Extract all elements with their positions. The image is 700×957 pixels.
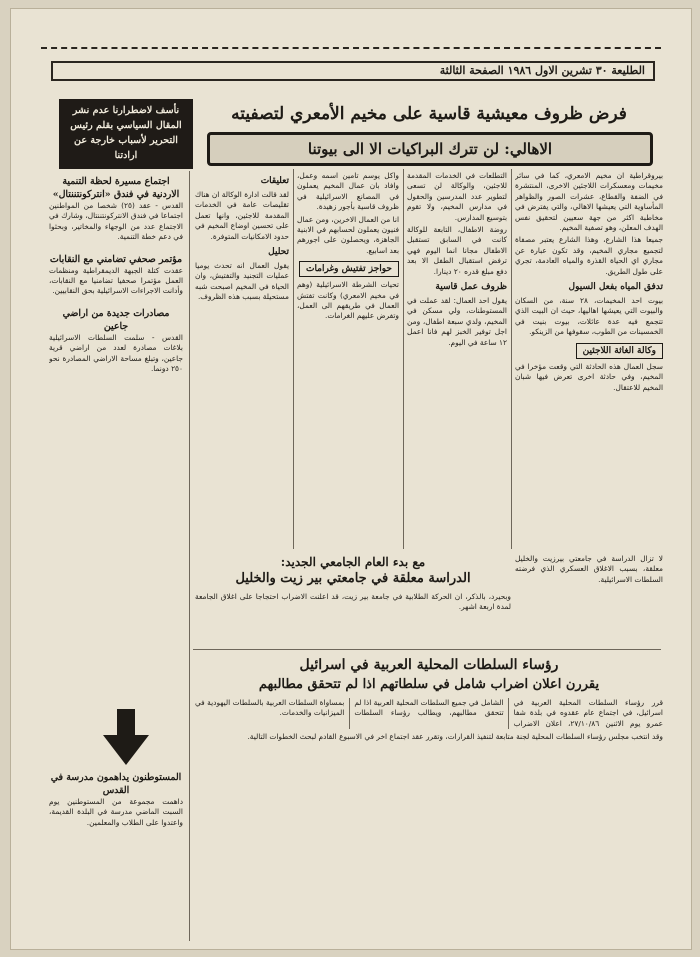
lead-article-col-3 — [297, 171, 399, 543]
lead-paragraph: يقول العمال انه تحدث يوميا عمليات التجنيد والتفتيش، وان الحياة في المخيم اصبحت شبه مستحيلة بسبب هذه الظروف. — [195, 261, 289, 302]
municipal-headline-2: يقررن اعلان اضراب شامل في سلطاتهم اذا لم تتحقق مطالبهم — [258, 677, 600, 692]
lead-subhead: ظروف عمل قاسية — [435, 282, 507, 293]
section-rule — [193, 649, 661, 650]
lead-article-col-2 — [407, 171, 507, 543]
left-item-headline: مؤتمر صحفي تضامني مع النقابات — [49, 253, 183, 265]
newspaper-page — [10, 8, 692, 950]
editor-notice-box: نأسف لاضطرارنا عدم نشر المقال السياسي بقلم رئيس التحرير لأسباب خارجة عن ارادتنا — [59, 99, 193, 169]
lead-paragraph: التطلعات في الخدمات المقدمة للاجئين، والوكالة لن تسعى لتطوير عدد المدرسين والحقول في مدارس المخيم، ولا تقوم بتوسيع المدارس. — [407, 171, 507, 222]
lead-paragraph: تحيات الشرطة الاسرائيلية (وهم في مخيم الامعري) وكانت تفتش العمال في طريقهم الى العمل، وتفرض عليهم الغرامات. — [297, 280, 399, 321]
left-item-headline: مصادرات جديدة من اراضي جاعين — [62, 307, 170, 332]
folio-bar: الطليعة ٣٠ تشرين الاول ١٩٨٦ الصفحة الثالثة — [51, 61, 655, 81]
left-item-text: القدس - سلمت السلطات الاسرائيلية بلاغات مصادرة لعدد من اراضي قرية جاعين، وتبلغ مساحة الاراضي المصادرة نحو ٢٥٠ دونما. — [49, 332, 183, 374]
settlers-story — [49, 771, 183, 941]
boxed-headline: الاهالي: لن تترك البراكيات الا الى بيوتنا — [207, 132, 653, 166]
top-dotted-rule — [41, 47, 661, 49]
lead-paragraph: سجل العمال هذه الحادثة التي وقعت مؤخرا في المخيم، وفي حادثة اخرى تعرض فيها شبان المخيم للاعتقال. — [515, 361, 663, 392]
left-item-text: القدس - عقد (٢٥) شخصا من المواطنين اجتماعا في فندق الانتركونتننتال، وشارك في الاجتماع عدد من الوجهاء والمخاتير، وبحثوا في دعم خطة التنمية. — [49, 201, 183, 242]
lead-paragraph: يقول احد العمال: لقد عملت في المستوطنات، ولي مسكن في المخيم، ولدي سبعة اطفال، ومن اجل توفير الخبز لهم فانا اعمل ١٢ ساعة في اليوم. — [407, 296, 507, 347]
lead-paragraph: بيروقراطية ان مخيم الامعري، كما في سائر مخيمات ومعسكرات اللاجئين الاخرى، المنتشرة في الضفة والقطاع، عشرات الصور والظواهر المأساوية التي يعيشها الاهالي، والتي يفترض في مخاطبة اكثر من جهة سعيين لتحقيق نفس الهدف المعلن، وهو تصفية المخيم. — [515, 171, 663, 233]
university-headline-2: الدراسة معلقة في جامعتي بير زيت والخليل — [235, 571, 471, 586]
left-column — [49, 175, 183, 705]
column-rule — [293, 169, 294, 549]
main-headline: فرض ظروف معيشية قاسية على مخيم الأمعري لتصفيته — [231, 104, 627, 124]
lead-paragraph: واكل يوسم تامين اسمه وعمل، وافاد بان عمال المخيم يعملون في المصانع الاسرائيلية في ظروف قاسية بأجور زهيدة. — [297, 171, 399, 212]
lead-subhead: تحليل — [268, 247, 289, 258]
down-arrow-icon — [103, 709, 149, 765]
settlers-text: داهمت مجموعة من المستوطنين يوم السبت الماضي مدرسة في البلدة القديمة، واعتدوا على الطلاب والمعلمين. — [49, 797, 183, 827]
university-text: وبحيرد، بالذكر، ان الحركة الطلابية في جامعة بير زيت، قد اعلنت الاضراب احتجاجا على اغلاق الجامعة لمدة اربعة اشهر. — [195, 592, 511, 612]
column-rule — [189, 171, 190, 941]
left-item-headline: اجتماع مسيرة لحظة التنمية الاردنية في فندق «انتركونتننتال» — [52, 176, 180, 200]
municipal-headline-1: رؤساء السلطات المحلية العربية في اسرائيل — [299, 657, 559, 673]
university-story-col — [515, 554, 663, 644]
lead-paragraph: لقد قالت ادارة الوكالة ان هناك تقليصات عامة في الخدمات المقدمة للاجئين، وانها تعمل على تحسين اوضاع المخيم في حدود الامكانيات المتوفرة. — [195, 190, 289, 241]
lead-subhead: تعليقات — [260, 176, 289, 186]
lead-subhead: تدفق المياه بفعل السيول — [568, 282, 663, 293]
left-item-text: عقدت كتلة الجبهة الديمقراطية ومنظمات العمل مؤتمرا صحفيا تضامنيا مع النقابات، وأدانت الاجراءات الاسرائيلية بحق النقابيين. — [49, 265, 183, 296]
lead-paragraph: انا من العمال الاخرين، ومن عمال فنيون يعملون لحسابهم في الابنية الجاهزة، ويحصلون على اجورهم بعد اسابيع. — [297, 214, 399, 255]
lead-article-col-4 — [195, 171, 289, 543]
column-rule — [403, 169, 404, 549]
university-headline-1: مع بدء العام الجامعي الجديد: — [280, 555, 426, 569]
lead-paragraph: بيوت احد المخيمات، ٢٨ سنة، من السكان والبيوت التي يعيشها اهاليها، حيث ان البيت الذي تتجمع فيه عدة عائلات، بيوت بنيت في الخمسينات من الطوب، سقوفها من الزينكو. — [515, 296, 663, 337]
settlers-headline: المستوطنون يداهمون مدرسة في القدس — [50, 772, 182, 796]
lead-paragraph: جميعا هذا الشارع، وهذا الشارع يعتبر مصفاة لتجميع مجاري المخيم، وقد تكون عبارة عن مجاري اي الحياة القذرة والمياه العادمة، تجري على طول الطريق. — [515, 235, 663, 276]
lead-paragraph: روضة الاطفال، التابعة للوكالة كانت في السابق تستقبل الاطفال مجانا انما اليوم فهي ترفض استقبال الطفل الا بعد دفع مبلغ قدره ٢٠ دينارا. — [407, 225, 507, 276]
lead-subhead-box: حواجز تفتيش وغرامات — [299, 261, 399, 277]
university-story — [195, 554, 511, 644]
university-text: لا تزال الدراسة في جامعتي بيرزيت والخليل معلقة، بسبب الاغلاق العسكري الذي فرضته السلطات الاسرائيلية. — [515, 554, 663, 584]
municipal-story — [195, 655, 663, 945]
municipal-text: وقد انتخب مجلس رؤساء السلطات المحلية لجنة متابعة لتنفيذ القرارات، وتقرر عقد اجتماع اخر في الاسبوع القادم لبحث الخطوات التالية. — [247, 732, 663, 742]
municipal-text: قرر رؤساء السلطات المحلية العربية في اسرائيل، في اجتماع عام عقدوه في بلدة شفا عمرو يوم الاثنين ٢٧/١٠/٨٦، اعلان الاضراب الشامل في جميع السلطات المحلية العربية اذا لم تتحقق مطالبهم، ويطالب رؤساء السلطات بمساواة السلطات العربية بالسلطات اليهودية في الميزانيات والخدمات. — [195, 698, 663, 728]
pull-quote-box: وكالة الغاثة اللاجئين — [576, 343, 663, 359]
column-rule — [511, 169, 512, 549]
